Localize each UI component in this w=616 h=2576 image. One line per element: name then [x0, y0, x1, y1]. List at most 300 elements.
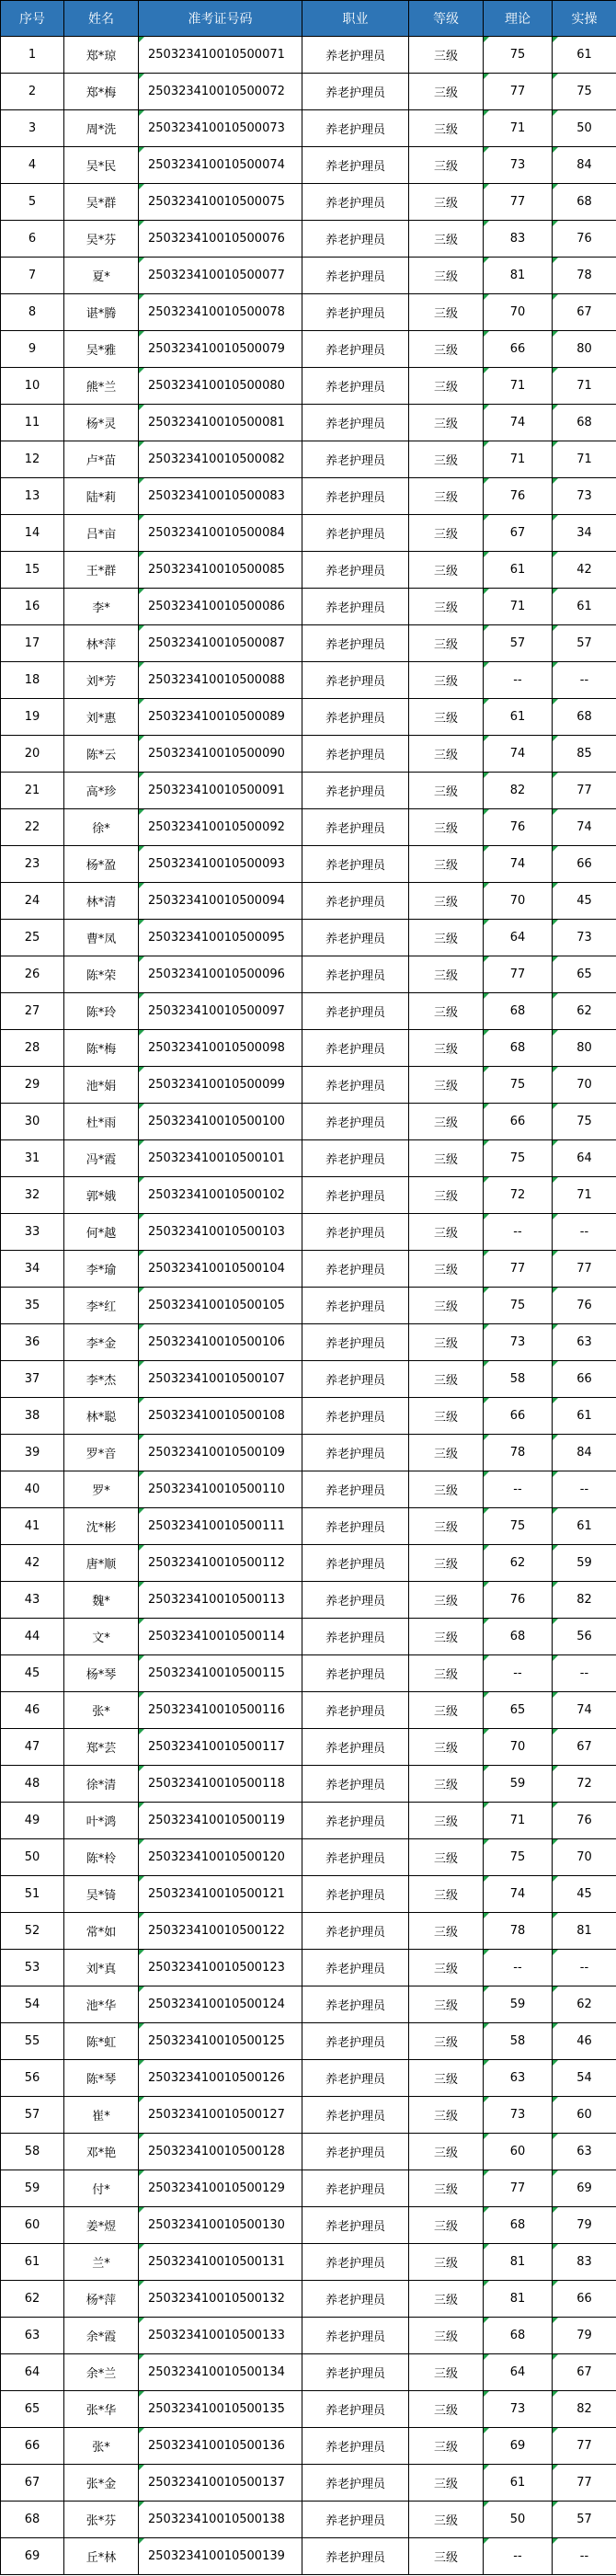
cell-practical: 71	[553, 441, 616, 478]
cell-exam-id: 250323410010500139	[139, 2538, 302, 2575]
table-row	[1, 441, 616, 478]
cell-name: 李*	[64, 589, 139, 625]
cell-exam-id: 250323410010500126	[139, 2060, 302, 2097]
cell-name: 徐*清	[64, 1766, 139, 1803]
table-row	[1, 1986, 616, 2023]
cell-theory: 73	[484, 2391, 553, 2428]
cell-exam-id: 250323410010500089	[139, 699, 302, 736]
table-row	[1, 1324, 616, 1361]
cell-seq: 20	[1, 736, 64, 773]
cell-name: 刘*芳	[64, 662, 139, 699]
cell-exam-id: 250323410010500100	[139, 1104, 302, 1140]
cell-seq: 30	[1, 1104, 64, 1140]
table-row	[1, 846, 616, 883]
cell-name: 王*群	[64, 552, 139, 589]
cell-occupation: 养老护理员	[302, 2391, 409, 2428]
cell-level: 三级	[409, 37, 484, 74]
cell-level: 三级	[409, 1876, 484, 1913]
header-row	[1, 1, 616, 37]
table-row	[1, 2097, 616, 2134]
cell-level: 三级	[409, 2060, 484, 2097]
cell-exam-id: 250323410010500133	[139, 2318, 302, 2354]
cell-occupation: 养老护理员	[302, 2538, 409, 2575]
cell-level: 三级	[409, 147, 484, 184]
cell-exam-id: 250323410010500078	[139, 294, 302, 331]
cell-theory: 70	[484, 883, 553, 920]
cell-theory: 68	[484, 1619, 553, 1655]
table-row	[1, 1876, 616, 1913]
cell-practical: 70	[553, 1839, 616, 1876]
cell-level: 三级	[409, 1619, 484, 1655]
cell-practical: --	[553, 1950, 616, 1986]
cell-occupation: 养老护理员	[302, 1251, 409, 1288]
cell-practical: 68	[553, 405, 616, 441]
cell-seq: 51	[1, 1876, 64, 1913]
cell-seq: 57	[1, 2097, 64, 2134]
cell-level: 三级	[409, 2428, 484, 2465]
table-row	[1, 589, 616, 625]
cell-name: 杨*琴	[64, 1655, 139, 1692]
cell-theory: 75	[484, 37, 553, 74]
cell-occupation: 养老护理员	[302, 1692, 409, 1729]
cell-practical: 65	[553, 956, 616, 993]
cell-practical: 82	[553, 1582, 616, 1619]
cell-practical: 78	[553, 258, 616, 294]
cell-level: 三级	[409, 368, 484, 405]
cell-occupation: 养老护理员	[302, 773, 409, 809]
cell-occupation: 养老护理员	[302, 2060, 409, 2097]
cell-name: 崔*	[64, 2097, 139, 2134]
cell-seq: 31	[1, 1140, 64, 1177]
cell-level: 三级	[409, 809, 484, 846]
cell-name: 李*金	[64, 1324, 139, 1361]
cell-practical: 77	[553, 2465, 616, 2502]
header-seq: 序号	[1, 1, 64, 37]
cell-name: 陈*云	[64, 736, 139, 773]
cell-name: 唐*顺	[64, 1545, 139, 1582]
cell-level: 三级	[409, 736, 484, 773]
table-row	[1, 1361, 616, 1398]
cell-level: 三级	[409, 1839, 484, 1876]
cell-occupation: 养老护理员	[302, 2244, 409, 2281]
cell-occupation: 养老护理员	[302, 441, 409, 478]
cell-name: 陈*虹	[64, 2023, 139, 2060]
cell-seq: 48	[1, 1766, 64, 1803]
cell-seq: 16	[1, 589, 64, 625]
table-row	[1, 920, 616, 956]
table-row	[1, 2465, 616, 2502]
cell-seq: 19	[1, 699, 64, 736]
cell-name: 李*瑜	[64, 1251, 139, 1288]
cell-name: 杨*灵	[64, 405, 139, 441]
cell-seq: 58	[1, 2134, 64, 2170]
cell-name: 陈*荣	[64, 956, 139, 993]
cell-seq: 43	[1, 1582, 64, 1619]
cell-name: 曹*凤	[64, 920, 139, 956]
cell-exam-id: 250323410010500093	[139, 846, 302, 883]
cell-name: 吴*雅	[64, 331, 139, 368]
cell-seq: 56	[1, 2060, 64, 2097]
cell-practical: --	[553, 1471, 616, 1508]
cell-level: 三级	[409, 2538, 484, 2575]
cell-theory: 71	[484, 110, 553, 147]
cell-exam-id: 250323410010500114	[139, 1619, 302, 1655]
cell-theory: 78	[484, 1435, 553, 1471]
cell-occupation: 养老护理员	[302, 1361, 409, 1398]
cell-theory: 76	[484, 478, 553, 515]
cell-name: 丘*林	[64, 2538, 139, 2575]
cell-theory: --	[484, 1655, 553, 1692]
cell-name: 沈*彬	[64, 1508, 139, 1545]
cell-exam-id: 250323410010500117	[139, 1729, 302, 1766]
cell-seq: 18	[1, 662, 64, 699]
cell-theory: --	[484, 1950, 553, 1986]
cell-occupation: 养老护理员	[302, 883, 409, 920]
cell-theory: 81	[484, 2281, 553, 2318]
table-row	[1, 2060, 616, 2097]
cell-theory: 82	[484, 773, 553, 809]
cell-practical: 34	[553, 515, 616, 552]
cell-exam-id: 250323410010500086	[139, 589, 302, 625]
cell-exam-id: 250323410010500077	[139, 258, 302, 294]
cell-level: 三级	[409, 1251, 484, 1288]
cell-seq: 41	[1, 1508, 64, 1545]
cell-seq: 59	[1, 2170, 64, 2207]
cell-name: 陈*柃	[64, 1839, 139, 1876]
cell-practical: 74	[553, 1692, 616, 1729]
cell-name: 陈*琴	[64, 2060, 139, 2097]
cell-theory: 71	[484, 441, 553, 478]
cell-exam-id: 250323410010500134	[139, 2354, 302, 2391]
cell-theory: 59	[484, 1766, 553, 1803]
cell-exam-id: 250323410010500119	[139, 1803, 302, 1839]
cell-exam-id: 250323410010500123	[139, 1950, 302, 1986]
cell-occupation: 养老护理员	[302, 552, 409, 589]
cell-seq: 53	[1, 1950, 64, 1986]
table-row	[1, 1839, 616, 1876]
cell-seq: 61	[1, 2244, 64, 2281]
cell-level: 三级	[409, 773, 484, 809]
cell-practical: 63	[553, 1324, 616, 1361]
cell-name: 刘*惠	[64, 699, 139, 736]
cell-theory: 81	[484, 258, 553, 294]
cell-exam-id: 250323410010500082	[139, 441, 302, 478]
cell-seq: 54	[1, 1986, 64, 2023]
cell-name: 郑*琼	[64, 37, 139, 74]
cell-occupation: 养老护理员	[302, 1471, 409, 1508]
cell-level: 三级	[409, 552, 484, 589]
cell-theory: 59	[484, 1986, 553, 2023]
cell-practical: 66	[553, 1361, 616, 1398]
table-row	[1, 1619, 616, 1655]
cell-practical: 71	[553, 1177, 616, 1214]
table-row	[1, 1913, 616, 1950]
cell-theory: 81	[484, 2244, 553, 2281]
cell-practical: 69	[553, 2170, 616, 2207]
cell-name: 郑*芸	[64, 1729, 139, 1766]
table-row	[1, 2391, 616, 2428]
cell-exam-id: 250323410010500072	[139, 74, 302, 110]
cell-seq: 24	[1, 883, 64, 920]
cell-name: 林*清	[64, 883, 139, 920]
cell-exam-id: 250323410010500102	[139, 1177, 302, 1214]
cell-seq: 32	[1, 1177, 64, 1214]
table-row	[1, 2134, 616, 2170]
cell-practical: 77	[553, 2428, 616, 2465]
cell-practical: 73	[553, 478, 616, 515]
table-row	[1, 2502, 616, 2538]
cell-name: 张*	[64, 2428, 139, 2465]
cell-name: 陆*莉	[64, 478, 139, 515]
cell-seq: 47	[1, 1729, 64, 1766]
cell-name: 李*杰	[64, 1361, 139, 1398]
cell-practical: 59	[553, 1545, 616, 1582]
cell-exam-id: 250323410010500088	[139, 662, 302, 699]
cell-name: 卢*苗	[64, 441, 139, 478]
cell-occupation: 养老护理员	[302, 846, 409, 883]
cell-seq: 3	[1, 110, 64, 147]
cell-seq: 8	[1, 294, 64, 331]
cell-level: 三级	[409, 1471, 484, 1508]
cell-seq: 15	[1, 552, 64, 589]
cell-theory: 63	[484, 2060, 553, 2097]
cell-exam-id: 250323410010500092	[139, 809, 302, 846]
cell-name: 吕*亩	[64, 515, 139, 552]
cell-level: 三级	[409, 478, 484, 515]
cell-exam-id: 250323410010500087	[139, 625, 302, 662]
cell-theory: 74	[484, 846, 553, 883]
cell-exam-id: 250323410010500138	[139, 2502, 302, 2538]
header-occupation: 职业	[302, 1, 409, 37]
cell-name: 徐*	[64, 809, 139, 846]
cell-level: 三级	[409, 589, 484, 625]
cell-theory: 57	[484, 625, 553, 662]
cell-exam-id: 250323410010500132	[139, 2281, 302, 2318]
cell-level: 三级	[409, 625, 484, 662]
cell-exam-id: 250323410010500113	[139, 1582, 302, 1619]
cell-seq: 28	[1, 1030, 64, 1067]
cell-practical: 74	[553, 809, 616, 846]
cell-occupation: 养老护理员	[302, 2354, 409, 2391]
cell-name: 杨*盈	[64, 846, 139, 883]
cell-practical: 79	[553, 2318, 616, 2354]
table-row	[1, 2538, 616, 2575]
table-row	[1, 478, 616, 515]
cell-theory: 75	[484, 1839, 553, 1876]
cell-exam-id: 250323410010500097	[139, 993, 302, 1030]
cell-exam-id: 250323410010500127	[139, 2097, 302, 2134]
cell-occupation: 养老护理员	[302, 110, 409, 147]
table-row	[1, 2281, 616, 2318]
table-row	[1, 368, 616, 405]
table-row	[1, 2354, 616, 2391]
cell-seq: 60	[1, 2207, 64, 2244]
cell-practical: 62	[553, 993, 616, 1030]
table-row	[1, 773, 616, 809]
cell-name: 张*华	[64, 2391, 139, 2428]
cell-occupation: 养老护理员	[302, 956, 409, 993]
cell-practical: 67	[553, 1729, 616, 1766]
cell-level: 三级	[409, 1729, 484, 1766]
cell-practical: 67	[553, 2354, 616, 2391]
cell-level: 三级	[409, 1803, 484, 1839]
cell-exam-id: 250323410010500104	[139, 1251, 302, 1288]
cell-name: 陈*玲	[64, 993, 139, 1030]
cell-name: 谌*腾	[64, 294, 139, 331]
cell-theory: 72	[484, 1177, 553, 1214]
cell-seq: 49	[1, 1803, 64, 1839]
cell-occupation: 养老护理员	[302, 1030, 409, 1067]
cell-occupation: 养老护理员	[302, 1398, 409, 1435]
cell-level: 三级	[409, 2097, 484, 2134]
cell-exam-id: 250323410010500091	[139, 773, 302, 809]
cell-occupation: 养老护理员	[302, 809, 409, 846]
cell-practical: 84	[553, 147, 616, 184]
table-row	[1, 1655, 616, 1692]
cell-name: 叶*鸿	[64, 1803, 139, 1839]
cell-occupation: 养老护理员	[302, 1766, 409, 1803]
cell-occupation: 养老护理员	[302, 37, 409, 74]
cell-name: 吴*芬	[64, 221, 139, 258]
cell-exam-id: 250323410010500095	[139, 920, 302, 956]
cell-occupation: 养老护理员	[302, 368, 409, 405]
cell-practical: 85	[553, 736, 616, 773]
cell-theory: 66	[484, 1104, 553, 1140]
cell-level: 三级	[409, 1655, 484, 1692]
cell-seq: 44	[1, 1619, 64, 1655]
cell-theory: 68	[484, 993, 553, 1030]
cell-theory: 75	[484, 1067, 553, 1104]
cell-seq: 34	[1, 1251, 64, 1288]
cell-practical: 82	[553, 2391, 616, 2428]
cell-theory: 78	[484, 1913, 553, 1950]
cell-seq: 65	[1, 2391, 64, 2428]
cell-exam-id: 250323410010500135	[139, 2391, 302, 2428]
cell-level: 三级	[409, 1692, 484, 1729]
cell-name: 邓*艳	[64, 2134, 139, 2170]
cell-occupation: 养老护理员	[302, 1655, 409, 1692]
table-row	[1, 1766, 616, 1803]
table-row	[1, 625, 616, 662]
table-row	[1, 736, 616, 773]
cell-theory: 61	[484, 699, 553, 736]
cell-exam-id: 250323410010500125	[139, 2023, 302, 2060]
cell-seq: 13	[1, 478, 64, 515]
table-row	[1, 221, 616, 258]
cell-level: 三级	[409, 699, 484, 736]
cell-exam-id: 250323410010500112	[139, 1545, 302, 1582]
table-row	[1, 184, 616, 221]
cell-seq: 46	[1, 1692, 64, 1729]
cell-occupation: 养老护理员	[302, 1545, 409, 1582]
cell-name: 罗*	[64, 1471, 139, 1508]
table-row	[1, 552, 616, 589]
cell-exam-id: 250323410010500073	[139, 110, 302, 147]
cell-level: 三级	[409, 2207, 484, 2244]
cell-practical: 57	[553, 2502, 616, 2538]
table-row	[1, 2207, 616, 2244]
cell-practical: 80	[553, 331, 616, 368]
cell-occupation: 养老护理员	[302, 1986, 409, 2023]
cell-seq: 27	[1, 993, 64, 1030]
cell-occupation: 养老护理员	[302, 2207, 409, 2244]
cell-name: 杨*萍	[64, 2281, 139, 2318]
cell-practical: 70	[553, 1067, 616, 1104]
cell-exam-id: 250323410010500120	[139, 1839, 302, 1876]
cell-exam-id: 250323410010500099	[139, 1067, 302, 1104]
cell-name: 高*珍	[64, 773, 139, 809]
cell-theory: 76	[484, 809, 553, 846]
cell-level: 三级	[409, 294, 484, 331]
cell-practical: 46	[553, 2023, 616, 2060]
cell-level: 三级	[409, 662, 484, 699]
cell-seq: 62	[1, 2281, 64, 2318]
cell-name: 罗*音	[64, 1435, 139, 1471]
cell-exam-id: 250323410010500080	[139, 368, 302, 405]
cell-seq: 25	[1, 920, 64, 956]
cell-practical: 64	[553, 1140, 616, 1177]
cell-exam-id: 250323410010500103	[139, 1214, 302, 1251]
cell-seq: 67	[1, 2465, 64, 2502]
cell-seq: 7	[1, 258, 64, 294]
table-row	[1, 1067, 616, 1104]
table-row	[1, 1692, 616, 1729]
cell-occupation: 养老护理员	[302, 1950, 409, 1986]
cell-seq: 35	[1, 1288, 64, 1324]
cell-name: 姜*煜	[64, 2207, 139, 2244]
cell-practical: 75	[553, 1104, 616, 1140]
cell-level: 三级	[409, 1214, 484, 1251]
cell-occupation: 养老护理员	[302, 699, 409, 736]
cell-practical: 76	[553, 1803, 616, 1839]
cell-exam-id: 250323410010500076	[139, 221, 302, 258]
cell-theory: 68	[484, 2207, 553, 2244]
cell-level: 三级	[409, 1508, 484, 1545]
table-row	[1, 662, 616, 699]
cell-seq: 6	[1, 221, 64, 258]
cell-theory: 71	[484, 368, 553, 405]
cell-name: 池*娟	[64, 1067, 139, 1104]
cell-theory: 64	[484, 920, 553, 956]
cell-level: 三级	[409, 74, 484, 110]
cell-level: 三级	[409, 1104, 484, 1140]
cell-name: 吴*群	[64, 184, 139, 221]
cell-practical: 68	[553, 699, 616, 736]
cell-theory: 77	[484, 956, 553, 993]
table-row	[1, 1104, 616, 1140]
cell-occupation: 养老护理员	[302, 1729, 409, 1766]
cell-exam-id: 250323410010500098	[139, 1030, 302, 1067]
cell-theory: 73	[484, 2097, 553, 2134]
cell-exam-id: 250323410010500122	[139, 1913, 302, 1950]
cell-seq: 45	[1, 1655, 64, 1692]
header-level: 等级	[409, 1, 484, 37]
cell-exam-id: 250323410010500110	[139, 1471, 302, 1508]
table-row	[1, 331, 616, 368]
cell-name: 魏*	[64, 1582, 139, 1619]
cell-occupation: 养老护理员	[302, 1140, 409, 1177]
table-row	[1, 993, 616, 1030]
cell-exam-id: 250323410010500090	[139, 736, 302, 773]
table-row	[1, 110, 616, 147]
cell-theory: 65	[484, 1692, 553, 1729]
cell-exam-id: 250323410010500131	[139, 2244, 302, 2281]
cell-occupation: 养老护理员	[302, 2465, 409, 2502]
table-row	[1, 1177, 616, 1214]
cell-occupation: 养老护理员	[302, 736, 409, 773]
table-row	[1, 37, 616, 74]
cell-occupation: 养老护理员	[302, 2318, 409, 2354]
